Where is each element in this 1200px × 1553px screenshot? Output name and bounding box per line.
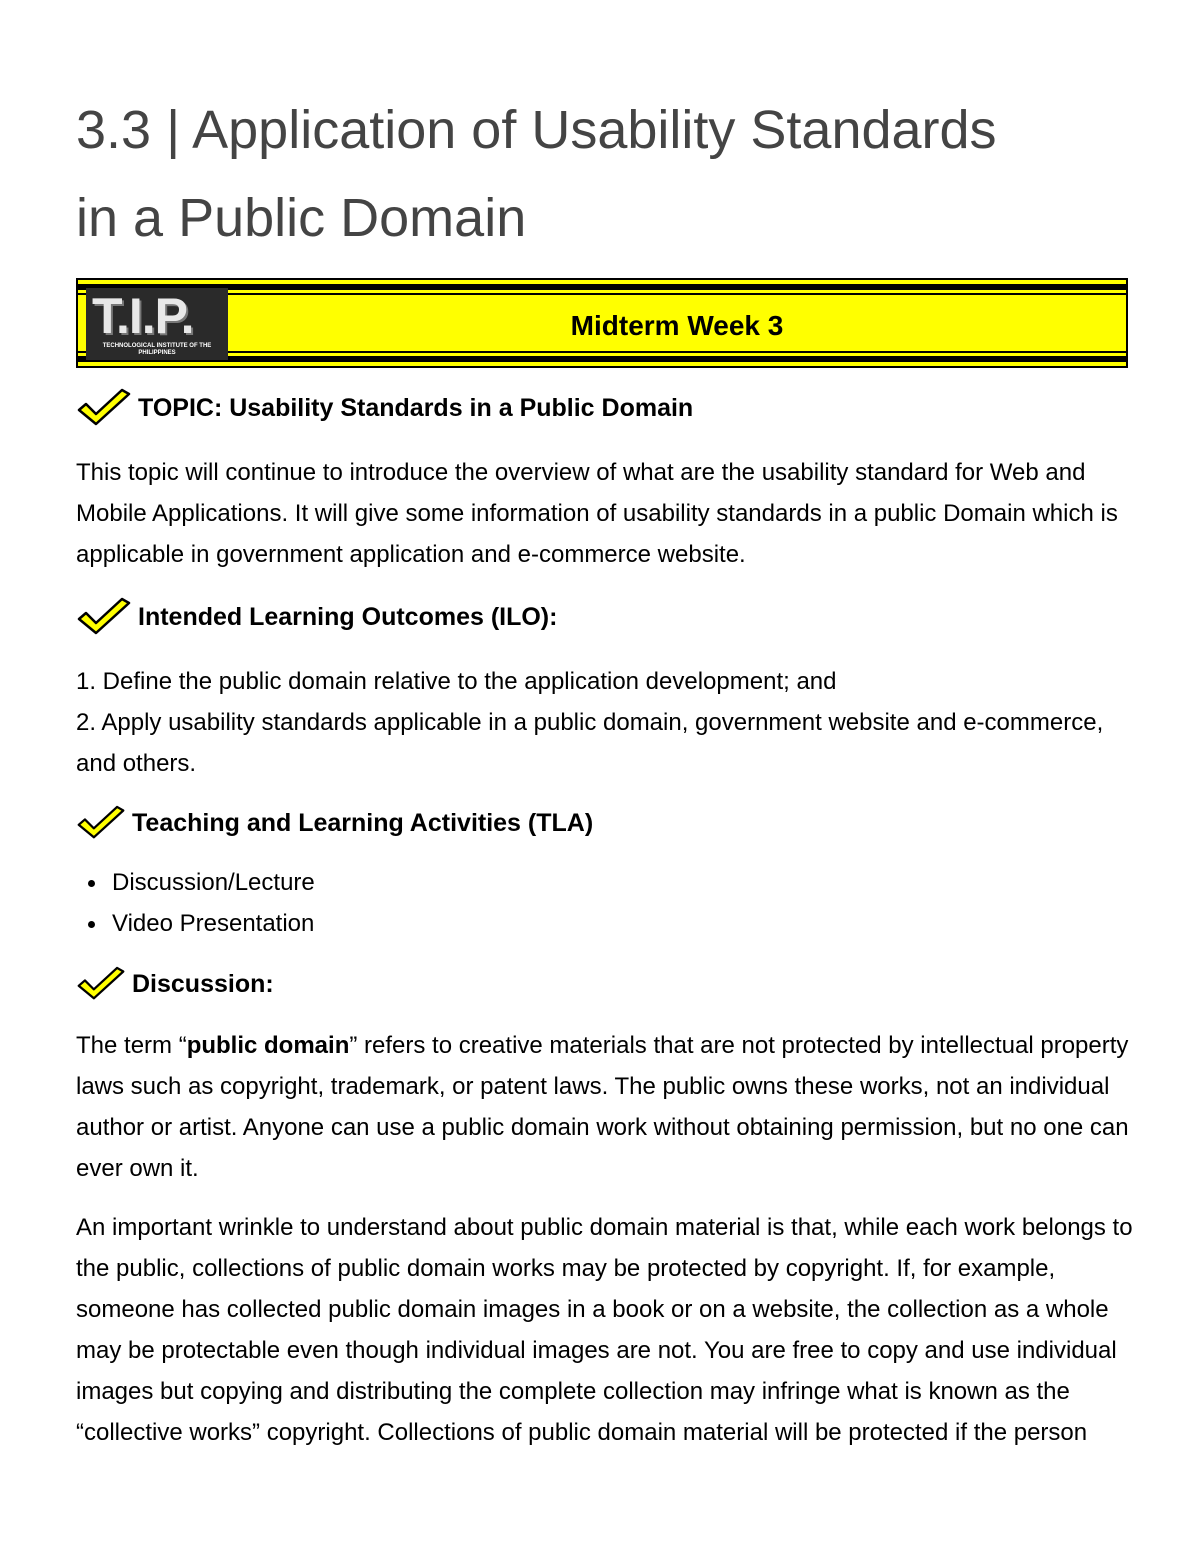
p1-post: ” refers to creative materials that are not protected by intellectual property laws such as copyright, trademark, or patent laws. The public owns these works, not an individual author or artist. Anyone can use a public domain work without obtaining permission, but no one can ever own it. [76, 1032, 1129, 1182]
title-line-2: in a Public Domain [76, 188, 527, 248]
banner-label: Midterm Week 3 [570, 310, 784, 341]
week-banner [76, 278, 1128, 368]
page-title [76, 86, 1136, 262]
topic-body: This topic will continue to introduce the overview of what are the usability standard for Web and Mobile Applications. It will give some information of usability standards in a public Domain which is applicable in government application and e-commerce website. [76, 459, 1118, 568]
checkmark-icon [76, 803, 126, 843]
checkmark-icon [76, 964, 126, 1004]
tip-logo [86, 288, 228, 360]
tla-heading-text: Teaching and Learning Activities (TLA) [132, 809, 594, 837]
p1-pre: The term “ [76, 1032, 187, 1059]
tla-list [76, 862, 315, 944]
checkmark-icon [76, 597, 132, 637]
discussion-paragraph-1 [76, 1025, 1136, 1189]
discussion-heading [76, 964, 274, 1004]
discussion-paragraph-2: An important wrinkle to understand about public domain material is that, while each work belongs to the public, collections of public domain works may be protected by copyright. If, for example, someone has collected public domain images in a book or on a website, the collection as a whole may be protectable even though individual images are not. You are free to copy and use individual images but copying and distributing the complete collection may infringe what is known as the “collective works” copyright. Collections of public domain material will be protected if the person [76, 1214, 1133, 1446]
topic-heading [76, 388, 693, 428]
term-public-domain: public domain [186, 1032, 350, 1059]
logo-subtitle: TECHNOLOGICAL INSTITUTE OF THE PHILIPPINES [102, 343, 212, 356]
title-line-1: 3.3 | Application of Usability Standards [76, 100, 997, 160]
topic-heading-text: TOPIC: Usability Standards in a Public Domain [138, 394, 694, 422]
ilo-item-2: 2. Apply usability standards applicable in a public domain, government website and e-commerce, and others. [76, 709, 1104, 777]
tla-heading [76, 803, 593, 843]
list-item: Video Presentation [76, 903, 315, 944]
checkmark-icon [76, 388, 132, 428]
ilo-item-1: 1. Define the public domain relative to the application development; and [76, 668, 837, 695]
ilo-heading [76, 597, 557, 637]
list-item: Discussion/Lecture [76, 862, 315, 903]
logo-letters: T.I.P. [92, 288, 194, 344]
discussion-heading-text: Discussion: [132, 970, 274, 998]
ilo-heading-text: Intended Learning Outcomes (ILO): [138, 603, 558, 631]
